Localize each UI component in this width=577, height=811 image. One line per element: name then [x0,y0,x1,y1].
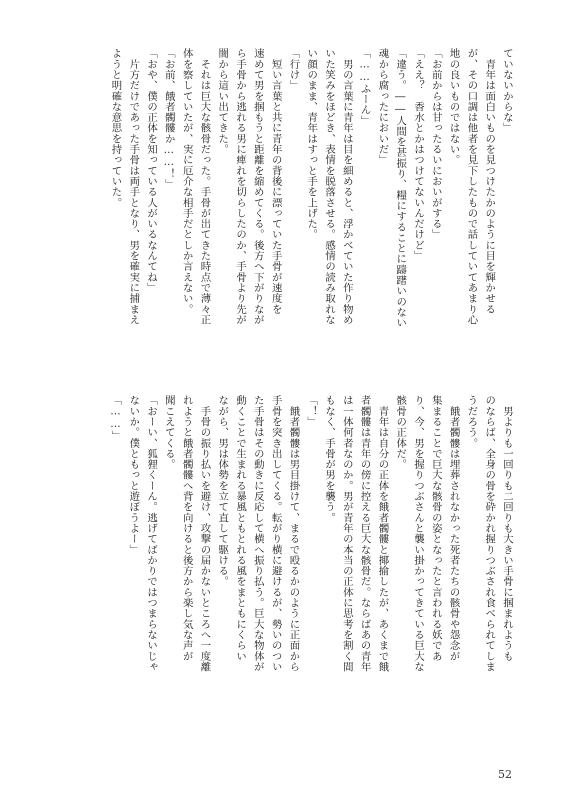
text-line: れようと餓者髑髏へ背を向けると後方から楽し気な声が [180,395,193,662]
text-line: た手骨はその動きに反応して横へ振り払う。巨大な物体が [251,395,264,672]
text-line: もなく、手骨が男を襲う。 [323,395,336,523]
text-line: 餓者髑髏は男目掛けて、まるで殴るかのように正面から [287,395,300,672]
text-line: 手骨の振り払いを避け、攻撃の届かないところへ一度離 [198,395,211,672]
text-line: ていないからな」 [501,48,513,134]
text-line: うだろう。 [465,395,478,449]
top-text-block [106,48,515,368]
text-line: 「おや、僕の正体を知っている人がいるなんてね」 [145,48,158,293]
text-line: 「……ふーん」 [358,48,371,126]
text-line: い顔のまま、青年はすっと手を上げた。 [305,48,318,240]
text-line: り、今、男を握りつぶさんと襲い掛かってきている巨大な [412,395,425,672]
text-line: 青年は自分の正体を餓者髑髏と揶揄したが、あくまで餓 [376,395,389,672]
text-line: 男の言葉に青年は目を細めると、浮かべていた作り物め [340,48,353,325]
text-line: のならば、全身の骨を砕かれ握りつぶされ食べられてしま [483,395,496,672]
text-line: 闇から這い出てきた。 [216,48,229,155]
text-line: 集まることで巨大な骸骨の姿となったと言われる妖であ [429,395,442,662]
text-line: 手骨を突き出してくる。転がり横に避けるが、勢いのつい [269,395,282,672]
text-line: 「違う。――人間を甚振り、糧にすることに躊躇いのない [394,48,407,329]
text-line: 魂から腐ったにおいだ」 [376,48,389,166]
text-line: いた笑みをほどき、表情を脱落させる。感情の読み取れな [323,48,336,325]
text-line: ないか。僕ともっと遊ぼうよー」 [127,395,140,555]
text-line: 短い言葉と共に青年の背後に漂っていた手骨が速度を [269,48,282,315]
text-line: 「お前からは甘ったるいにおいがする」 [429,48,442,240]
text-line: 体を察していたが、実に厄介な相手だとしか言えない。 [180,48,193,315]
text-line: 地の良いものではない。 [447,48,460,166]
text-line: 片方だけであった手骨は両手となり、男を確実に捕まえ [127,48,140,325]
text-line: ようと明確な意思を持っていた。 [109,48,122,208]
text-line: ながら、男は体勢を立て直して駆ける。 [216,395,229,587]
text-line: 青年は面白いものを見つけたかのように目を輝かせる [483,48,496,315]
text-line: 餓者髑髏は埋葬されなかった死者たちの骸骨や怨念が [447,395,460,662]
text-line: 「おーい、狐狸くーん。逃げてばかりではつまらないじゃ [145,395,158,672]
text-line: 「！」 [305,395,318,427]
text-line: 骸骨の正体だ。 [394,395,407,470]
text-line: 「行け」 [287,48,300,91]
text-line: 者髑髏は青年の傍に控える巨大な骸骨だ。ならばあの青年 [358,395,371,672]
text-line: 動くことで生まれる暴風ともとれる風をまともにくらい [234,395,247,662]
text-line: 「お前、餓者髑髏か……！」 [162,48,175,190]
text-line: それは巨大な骸骨だった。手骨が出てきた時点で薄々正 [198,48,211,325]
text-line: が、その口調は他者を見下したもので話していてあまり心 [465,48,478,325]
text-line: ら手骨から逃れる男に痺れを切らしたのか、手骨より先が [234,48,247,325]
text-line: 男よりも一回りも二回りも大きい手骨に掴まれようも [501,395,513,662]
text-line: は一体何者なのか。男が青年の本当の正体に思考を割く間 [340,395,353,672]
text-line: 「ええ？ 香水とかはつけてないんだけど」 [412,48,425,261]
page-number: 52 [498,768,512,781]
text-line: 聞こえてくる。 [162,395,175,470]
text-line: 「……」 [109,395,122,441]
text-line: 速めて男を掴もうと距離を縮めてくる。後方へ下がりなが [251,48,264,325]
bottom-text-block [106,395,515,715]
